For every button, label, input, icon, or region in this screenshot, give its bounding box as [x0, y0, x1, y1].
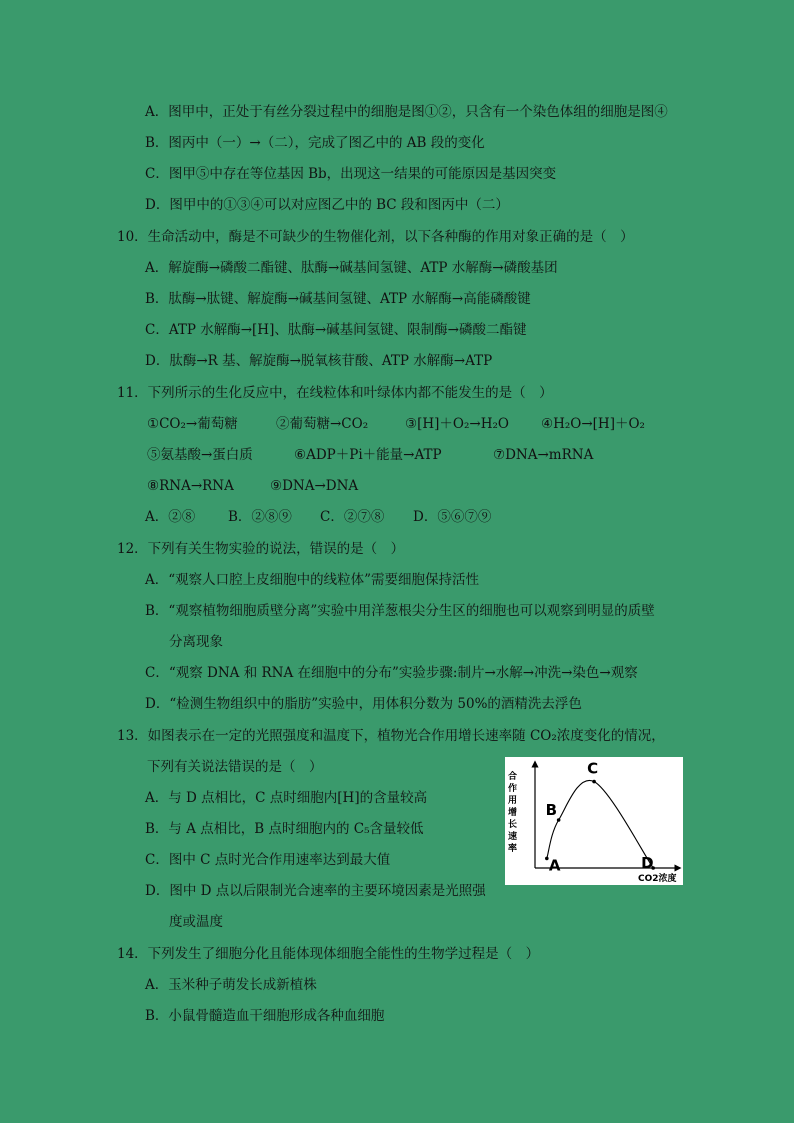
- q14-stem: 14．下列发生了细胞分化且能体现体细胞全能性的生物学过程是（ ）: [117, 946, 540, 962]
- q11-option-d: D．⑤⑥⑦⑨: [413, 509, 492, 525]
- point-c-marker: [592, 780, 596, 784]
- x-axis-label: CO2浓度: [638, 874, 677, 884]
- curve-points: [545, 760, 655, 875]
- y-axis-label-char: 合: [508, 772, 518, 782]
- y-axis-label-char: 速: [508, 832, 518, 842]
- q14-option-a: A．玉米种子萌发长成新植株: [145, 977, 317, 993]
- q11-option-a: A．②⑧: [145, 509, 196, 525]
- q10-option-c: C．ATP 水解酶→[H]、肽酶→碱基间氢键、限制酶→磷酸二酯键: [145, 322, 527, 338]
- y-axis-label-char: 率: [508, 844, 518, 854]
- point-b-label: B: [545, 801, 558, 819]
- q12-stem: 12．下列有关生物实验的说法，错误的是（ ）: [117, 541, 405, 557]
- y-axis-label-char: 作: [508, 784, 518, 794]
- q12-option-d: D．“检测生物组织中的脂肪”实验中，用体积分数为 50%的酒精洗去浮色: [145, 696, 582, 712]
- q11-reaction-1: ①CO₂→葡萄糖: [147, 416, 238, 432]
- q10-stem: 10．生命活动中，酶是不可缺少的生物催化剂，以下各种酶的作用对象正确的是（ ）: [117, 229, 634, 245]
- q12-option-c: C．“观察 DNA 和 RNA 在细胞中的分布”实验步骤:制片→水解→冲洗→染色→观察: [145, 665, 638, 681]
- q11-reaction-9: ⑨DNA→DNA: [270, 478, 359, 494]
- q11-stem: 11．下列所示的生化反应中，在线粒体和叶绿体内都不能发生的是（ ）: [117, 385, 553, 401]
- q11-reaction-7: ⑦DNA→mRNA: [493, 447, 594, 463]
- q11-reaction-3: ③[H]＋O₂→H₂O: [405, 416, 509, 432]
- q11-reaction-8: ⑧RNA→RNA: [147, 478, 234, 494]
- point-d-label: D: [641, 854, 654, 872]
- y-axis-label-char: 长: [508, 820, 518, 830]
- q11-option-b: B．②⑧⑨: [228, 509, 292, 525]
- point-b-marker: [557, 818, 561, 822]
- q11-reaction-2: ②葡萄糖→CO₂: [276, 416, 369, 432]
- q11-reaction-4: ④H₂O→[H]＋O₂: [541, 416, 645, 432]
- q13-option-d-line1: D．图中 D 点以后限制光合速率的主要环境因素是光照强: [145, 883, 486, 899]
- q13-option-d-line2: 度或温度: [169, 914, 223, 930]
- q13-stem-line1: 13．如图表示在一定的光照强度和温度下，植物光合作用增长速率随 CO₂浓度变化的情况，: [117, 728, 665, 744]
- chart-svg: [505, 757, 683, 885]
- q9-option-a: A．图甲中，正处于有丝分裂过程中的细胞是图①②，只含有一个染色体组的细胞是图④: [145, 104, 668, 120]
- point-a-label: A: [548, 856, 561, 875]
- y-axis-label-char: 用: [508, 796, 518, 806]
- q14-option-b: B．小鼠骨髓造血干细胞形成各种血细胞: [145, 1008, 385, 1024]
- point-c-label: C: [587, 759, 599, 778]
- q13-stem-line2: 下列有关说法错误的是（ ）: [147, 759, 323, 775]
- q12-option-b-line1: B．“观察植物细胞质壁分离”实验中用洋葱根尖分生区的细胞也可以观察到明显的质壁: [145, 603, 655, 619]
- q9-option-c: C．图甲⑤中存在等位基因 Bb，出现这一结果的可能原因是基因突变: [145, 166, 557, 182]
- rate-curve: [547, 780, 653, 868]
- q10-option-d: D．肽酶→R 基、解旋酶→脱氧核苷酸、ATP 水解酶→ATP: [145, 353, 493, 369]
- co2-photosynthesis-chart: [505, 757, 683, 885]
- q10-option-b: B．肽酶→肽键、解旋酶→碱基间氢键、ATP 水解酶→高能磷酸键: [145, 291, 531, 307]
- q9-option-d: D．图甲中的①③④可以对应图乙中的 BC 段和图丙中（二）: [145, 197, 509, 213]
- q13-option-b: B．与 A 点相比，B 点时细胞内的 C₅含量较低: [145, 821, 424, 837]
- q10-option-a: A．解旋酶→磷酸二酯键、肽酶→碱基间氢键、ATP 水解酶→磷酸基团: [145, 260, 558, 276]
- q11-reaction-5: ⑤氨基酸→蛋白质: [147, 447, 253, 463]
- q11-option-c: C．②⑦⑧: [320, 509, 385, 525]
- q11-reaction-6: ⑥ADP＋Pi＋能量→ATP: [294, 447, 442, 463]
- q12-option-b-line2: 分离现象: [169, 634, 223, 650]
- q13-option-c: C．图中 C 点时光合作用速率达到最大值: [145, 852, 391, 868]
- q9-option-b: B．图丙中（一）→（二），完成了图乙中的 AB 段的变化: [145, 135, 485, 151]
- y-axis-label: [508, 770, 517, 854]
- q13-option-a: A．与 D 点相比，C 点时细胞内[H]的含量较高: [145, 790, 428, 806]
- y-axis-label-char: 增: [508, 808, 518, 818]
- q12-option-a: A．“观察人口腔上皮细胞中的线粒体”需要细胞保持活性: [145, 572, 480, 588]
